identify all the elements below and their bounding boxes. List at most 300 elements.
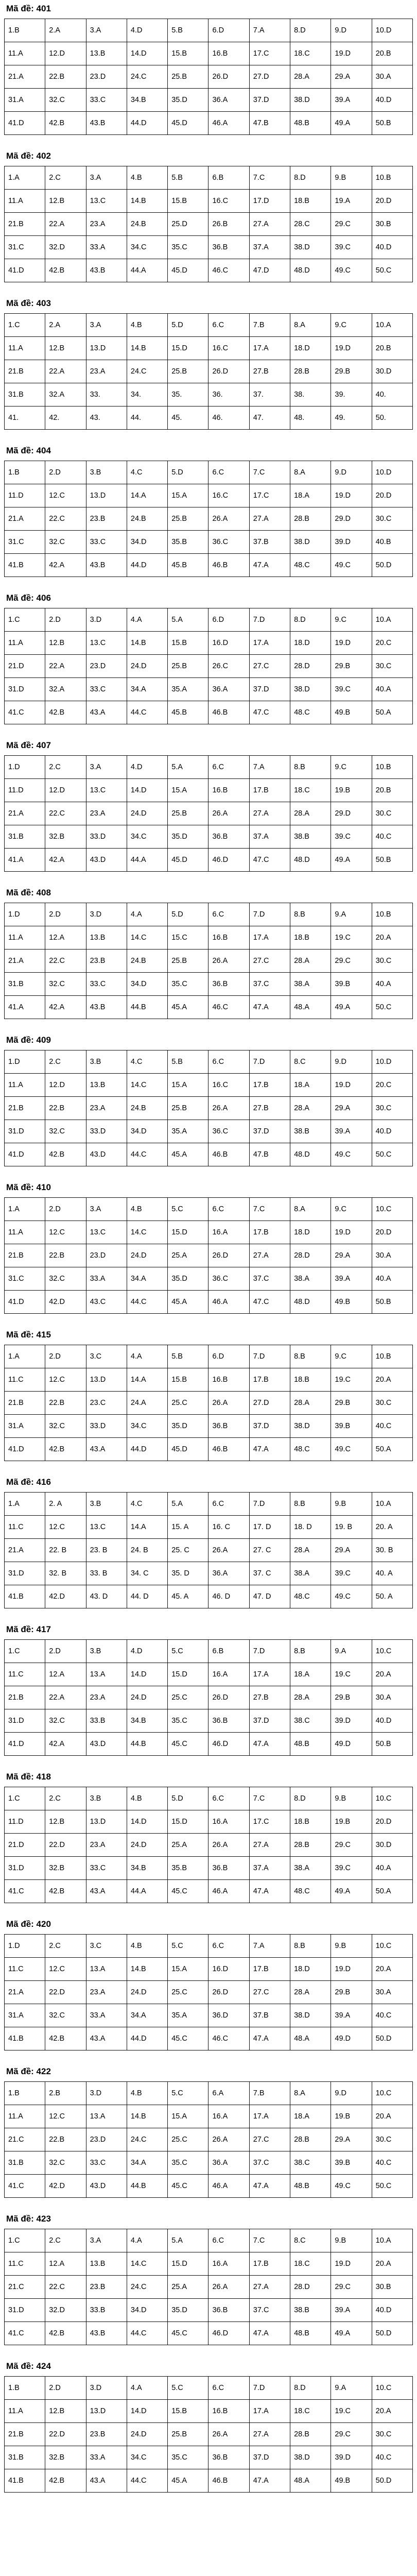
answer-cell: 36.B [208,236,249,259]
answer-cell: 16.B [208,926,249,950]
answer-cell: 38.A [290,1857,331,1880]
exam-code-section [0,738,417,885]
exam-code-title: Mã đề: 424 [6,2361,51,2371]
answer-cell: 23.C [86,1392,127,1415]
answer-cell: 36.D [208,2004,249,2027]
answer-row [5,1198,413,1221]
answer-row [5,314,413,337]
answer-cell: 21.B [5,213,45,236]
answer-cell: 39.B [331,2151,372,2175]
answer-cell: 5.C [168,1198,208,1221]
answer-cell: 16.D [208,1958,249,1981]
answer-cell: 2.C [45,166,86,190]
answer-cell: 12.B [45,190,86,213]
answer-cell: 33.D [86,825,127,849]
answer-cell: 42.A [45,1733,86,1756]
answer-cell: 34.A [127,678,167,701]
answer-cell: 3.A [86,1198,127,1221]
answer-cell: 28.A [290,1097,331,1120]
answer-cell: 47.B [249,1143,290,1166]
answer-cell: 21.D [5,1834,45,1857]
answer-cell: 4.D [127,756,167,779]
answer-cell: 5.D [168,314,208,337]
exam-code-section [0,1769,417,1917]
answer-cell: 37.C [249,1267,290,1291]
answer-cell: 2.C [45,1050,86,1074]
answer-cell: 31.D [5,1857,45,1880]
answer-cell: 13.A [86,2105,127,2128]
answer-cell: 36.C [208,1267,249,1291]
answer-cell: 38.C [290,2151,331,2175]
answer-cell: 18.B [290,926,331,950]
answer-cell: 39.C [331,236,372,259]
answer-cell: 15.A [168,1958,208,1981]
answer-cell: 1.D [5,756,45,779]
answer-row [5,1392,413,1415]
answer-cell: 50.A [372,701,412,724]
exam-code-section [0,590,417,738]
exam-code-section [0,2211,417,2359]
answer-row [5,2027,413,2050]
answer-cell: 32.B [45,1857,86,1880]
answer-cell: 18.A [290,484,331,507]
answer-cell: 31.D [5,1709,45,1733]
answer-cell: 31.B [5,2151,45,2175]
answer-cell: 20.A [372,1368,412,1392]
answer-cell: 39.A [331,1120,372,1143]
answer-cell: 5.A [168,756,208,779]
answer-cell: 9.A [331,1640,372,1663]
answer-cell: 5.A [168,608,208,632]
answer-cell: 39.A [331,89,372,112]
answer-cell: 15.B [168,190,208,213]
answer-cell: 43.B [86,112,127,135]
answer-row [5,1368,413,1392]
exam-code-title: Mã đề: 417 [6,1624,51,1634]
answer-cell: 18.A [290,2105,331,2128]
answer-cell: 25.C [168,1981,208,2004]
answer-cell: 47.A [249,1880,290,1903]
answer-cell: 41.C [5,1880,45,1903]
answer-cell: 10.C [372,2377,412,2400]
answer-cell: 6.C [208,314,249,337]
answer-cell: 22.B [45,65,86,89]
answer-table [4,1345,413,1461]
answer-cell: 15.D [168,1810,208,1834]
answer-cell: 17. D [249,1516,290,1539]
answer-row [5,973,413,996]
answer-cell: 12.C [45,1221,86,1244]
answer-cell: 6.B [208,166,249,190]
answer-cell: 11.A [5,632,45,655]
answer-row [5,1663,413,1686]
answer-cell: 1.C [5,2229,45,2252]
answer-cell: 23.D [86,655,127,678]
answer-row [5,383,413,406]
answer-cell: 23.D [86,2128,127,2151]
answer-cell: 27.A [249,213,290,236]
answer-cell: 40. [372,383,412,406]
answer-cell: 30.C [372,802,412,825]
answer-cell: 45.A [168,2469,208,2493]
answer-cell: 27.B [249,1686,290,1709]
answer-cell: 22.C [45,802,86,825]
answer-cell: 40.D [372,236,412,259]
answer-cell: 32.A [45,678,86,701]
answer-cell: 3.D [86,608,127,632]
exam-code-section [0,1917,417,2064]
answer-row [5,2299,413,2322]
answer-cell: 34. [127,383,167,406]
answer-cell: 15.D [168,1663,208,1686]
answer-cell: 12.C [45,1368,86,1392]
answer-cell: 31.B [5,825,45,849]
answer-cell: 34.A [127,2151,167,2175]
answer-cell: 24.D [127,655,167,678]
answer-cell: 20.A [372,2252,412,2276]
answer-cell: 31.A [5,2004,45,2027]
answer-cell: 35.B [168,1857,208,1880]
answer-cell: 49.A [331,112,372,135]
answer-cell: 47.D [249,259,290,282]
answer-cell: 41. [5,406,45,430]
answer-cell: 13.D [86,2400,127,2423]
answer-cell: 13.C [86,779,127,802]
answer-cell: 11.A [5,2400,45,2423]
answer-cell: 6.D [208,1345,249,1368]
answer-row [5,1787,413,1810]
answer-cell: 40.D [372,1120,412,1143]
answer-cell: 39.D [331,1709,372,1733]
answer-cell: 7.D [249,1345,290,1368]
answer-cell: 2.D [45,903,86,926]
answer-cell: 35.D [168,2299,208,2322]
answer-cell: 5.D [168,461,208,484]
answer-cell: 44.C [127,701,167,724]
answer-cell: 11.A [5,1221,45,1244]
answer-row [5,802,413,825]
answer-table [4,461,413,577]
answer-cell: 36.C [208,1120,249,1143]
answer-cell: 35. D [168,1562,208,1585]
answer-row [5,926,413,950]
answer-cell: 38.C [290,1709,331,1733]
exam-code-section [0,1622,417,1769]
answer-row [5,1686,413,1709]
answer-cell: 16.A [208,2105,249,2128]
answer-cell: 40.C [372,2446,412,2469]
answer-cell: 6.A [208,2082,249,2105]
answer-cell: 5.C [168,2377,208,2400]
answer-cell: 19.D [331,484,372,507]
answer-row [5,190,413,213]
answer-cell: 34.C [127,1415,167,1438]
answer-cell: 21.A [5,507,45,531]
answer-cell: 45.A [168,996,208,1019]
answer-cell: 39.A [331,2004,372,2027]
answer-cell: 33.C [86,1857,127,1880]
answer-cell: 29.A [331,65,372,89]
answer-cell: 11.C [5,1663,45,1686]
answer-cell: 3.B [86,1787,127,1810]
answer-cell: 38.A [290,973,331,996]
answer-cell: 37.C [249,2299,290,2322]
answer-cell: 21.A [5,950,45,973]
answer-cell: 2.D [45,608,86,632]
answer-cell: 7.D [249,2377,290,2400]
answer-cell: 19.D [331,1958,372,1981]
answer-cell: 48.D [290,1143,331,1166]
answer-cell: 29.A [331,1244,372,1267]
answer-cell: 4.B [127,1935,167,1958]
answer-table [4,1050,413,1166]
answer-cell: 8.D [290,2377,331,2400]
answer-cell: 3.C [86,1935,127,1958]
answer-cell: 33.A [86,2446,127,2469]
answer-cell: 46.A [208,1880,249,1903]
exam-code-section [0,1180,417,1327]
answer-cell: 7.D [249,1493,290,1516]
answer-cell: 8.B [290,1345,331,1368]
answer-table [4,1197,413,1314]
answer-cell: 43.B [86,996,127,1019]
answer-table [4,1934,413,2050]
answer-row [5,236,413,259]
answer-row [5,1120,413,1143]
answer-cell: 24.B [127,507,167,531]
answer-cell: 18.D [290,337,331,360]
answer-cell: 12.B [45,1810,86,1834]
answer-row [5,484,413,507]
answer-cell: 7.D [249,903,290,926]
answer-cell: 42.A [45,849,86,872]
answer-cell: 29.C [331,2423,372,2446]
answer-cell: 28.D [290,655,331,678]
answer-cell: 46.C [208,259,249,282]
answer-cell: 48.D [290,259,331,282]
answer-cell: 22.D [45,2423,86,2446]
answer-cell: 42.A [45,554,86,577]
answer-cell: 40. A [372,1562,412,1585]
answer-cell: 20.A [372,2105,412,2128]
answer-cell: 44.C [127,2469,167,2493]
answer-cell: 43.B [86,2322,127,2345]
answer-cell: 38.D [290,531,331,554]
answer-cell: 1.B [5,2377,45,2400]
answer-cell: 8.D [290,1787,331,1810]
answer-cell: 26.D [208,1244,249,1267]
answer-cell: 35.C [168,973,208,996]
answer-cell: 46.A [208,1291,249,1314]
answer-cell: 49.C [331,1143,372,1166]
answer-cell: 1.D [5,1935,45,1958]
answer-cell: 49.B [331,1291,372,1314]
answer-cell: 8.B [290,903,331,926]
answer-cell: 24.B [127,950,167,973]
answer-row [5,65,413,89]
answer-cell: 36.B [208,825,249,849]
answer-cell: 50.C [372,996,412,1019]
answer-cell: 14.B [127,337,167,360]
answer-cell: 13.D [86,1810,127,1834]
answer-cell: 48. [290,406,331,430]
answer-cell: 25.B [168,65,208,89]
answer-cell: 28.B [290,507,331,531]
answer-cell: 28.B [290,2423,331,2446]
answer-cell: 13.D [86,484,127,507]
answer-cell: 4.A [127,2377,167,2400]
answer-cell: 14.A [127,1516,167,1539]
answer-cell: 21.A [5,1539,45,1562]
answer-row [5,1516,413,1539]
answer-cell: 31.D [5,1562,45,1585]
answer-cell: 43.D [86,1733,127,1756]
answer-cell: 33.C [86,678,127,701]
answer-cell: 37.B [249,531,290,554]
answer-cell: 10.D [372,461,412,484]
answer-cell: 36.C [208,531,249,554]
answer-cell: 47.A [249,554,290,577]
answer-cell: 4.B [127,2082,167,2105]
answer-cell: 13.C [86,1221,127,1244]
answer-cell: 28.B [290,360,331,383]
answer-cell: 6.B [208,1640,249,1663]
answer-cell: 9.B [331,1935,372,1958]
answer-cell: 1.C [5,314,45,337]
answer-cell: 13.A [86,1663,127,1686]
answer-cell: 18.C [290,2400,331,2423]
answer-cell: 50.A [372,1880,412,1903]
answer-cell: 37.D [249,1709,290,1733]
answer-cell: 39.B [331,973,372,996]
answer-cell: 8.C [290,1050,331,1074]
answer-cell: 34.D [127,973,167,996]
answer-cell: 5.C [168,1935,208,1958]
answer-cell: 3.B [86,461,127,484]
answer-cell: 10.C [372,1935,412,1958]
answer-cell: 6.C [208,903,249,926]
answer-cell: 19.C [331,1368,372,1392]
answer-cell: 37.D [249,1415,290,1438]
answer-cell: 14.D [127,2400,167,2423]
exam-code-title: Mã đề: 420 [6,1919,51,1929]
answer-cell: 35.A [168,2004,208,2027]
answer-cell: 12.B [45,632,86,655]
answer-cell: 12.D [45,42,86,65]
answer-cell: 8.B [290,1493,331,1516]
answer-cell: 49.C [331,1438,372,1461]
answer-cell: 39.C [331,1857,372,1880]
answer-cell: 48.C [290,1438,331,1461]
answer-cell: 49.C [331,1585,372,1608]
answer-cell: 29.C [331,1834,372,1857]
answer-cell: 1.B [5,2082,45,2105]
answer-cell: 48.A [290,2469,331,2493]
answer-cell: 32.C [45,1120,86,1143]
answer-cell: 15.D [168,337,208,360]
answer-cell: 44.B [127,2175,167,2198]
answer-cell: 10.A [372,608,412,632]
answer-table [4,2081,413,2198]
answer-cell: 3.B [86,1640,127,1663]
answer-cell: 9.B [331,2229,372,2252]
answer-cell: 34.B [127,1709,167,1733]
answer-cell: 37. C [249,1562,290,1585]
answer-cell: 15.A [168,484,208,507]
answer-cell: 34.B [127,89,167,112]
answer-cell: 9.B [331,1493,372,1516]
answer-cell: 1.B [5,461,45,484]
answer-cell: 22.C [45,2276,86,2299]
answer-cell: 13.C [86,632,127,655]
answer-cell: 6.C [208,1935,249,1958]
answer-cell: 41.C [5,2175,45,2198]
answer-row [5,1880,413,1903]
answer-cell: 33.C [86,531,127,554]
answer-cell: 3.A [86,2229,127,2252]
answer-cell: 4.B [127,166,167,190]
answer-cell: 12.B [45,337,86,360]
answer-cell: 7.D [249,608,290,632]
exam-code-section [0,296,417,443]
answer-cell: 23.A [86,213,127,236]
answer-cell: 2.D [45,1345,86,1368]
answer-cell: 38.D [290,2004,331,2027]
answer-cell: 50.B [372,112,412,135]
answer-cell: 30.C [372,1392,412,1415]
answer-row [5,2105,413,2128]
answer-cell: 17.A [249,632,290,655]
answer-cell: 47.A [249,1733,290,1756]
answer-cell: 37.A [249,236,290,259]
answer-cell: 25.A [168,2276,208,2299]
answer-cell: 16.C [208,484,249,507]
answer-cell: 31.D [5,1120,45,1143]
answer-cell: 5.D [168,1787,208,1810]
answer-cell: 28.A [290,802,331,825]
answer-cell: 31.B [5,973,45,996]
answer-cell: 16.A [208,1221,249,1244]
answer-cell: 39.D [331,2446,372,2469]
answer-cell: 42.B [45,1438,86,1461]
answer-cell: 50.D [372,554,412,577]
answer-cell: 41.D [5,1438,45,1461]
answer-cell: 42.A [45,996,86,1019]
answer-cell: 7.A [249,19,290,42]
answer-cell: 40.D [372,89,412,112]
answer-cell: 24.D [127,2423,167,2446]
answer-cell: 9.C [331,1345,372,1368]
answer-cell: 1.D [5,1050,45,1074]
answer-cell: 9.C [331,1198,372,1221]
answer-cell: 20.B [372,337,412,360]
answer-cell: 31.C [5,531,45,554]
answer-cell: 23.A [86,1097,127,1120]
answer-cell: 42.D [45,1585,86,1608]
answer-cell: 50. [372,406,412,430]
answer-cell: 3.A [86,314,127,337]
answer-cell: 15.D [168,2252,208,2276]
answer-cell: 37. [249,383,290,406]
answer-cell: 48.B [290,2175,331,2198]
answer-cell: 8.B [290,756,331,779]
answer-cell: 3.A [86,19,127,42]
answer-cell: 40.C [372,1415,412,1438]
answer-row [5,1958,413,1981]
answer-cell: 46.C [208,2027,249,2050]
answer-cell: 15.A [168,1074,208,1097]
answer-cell: 36.B [208,2446,249,2469]
